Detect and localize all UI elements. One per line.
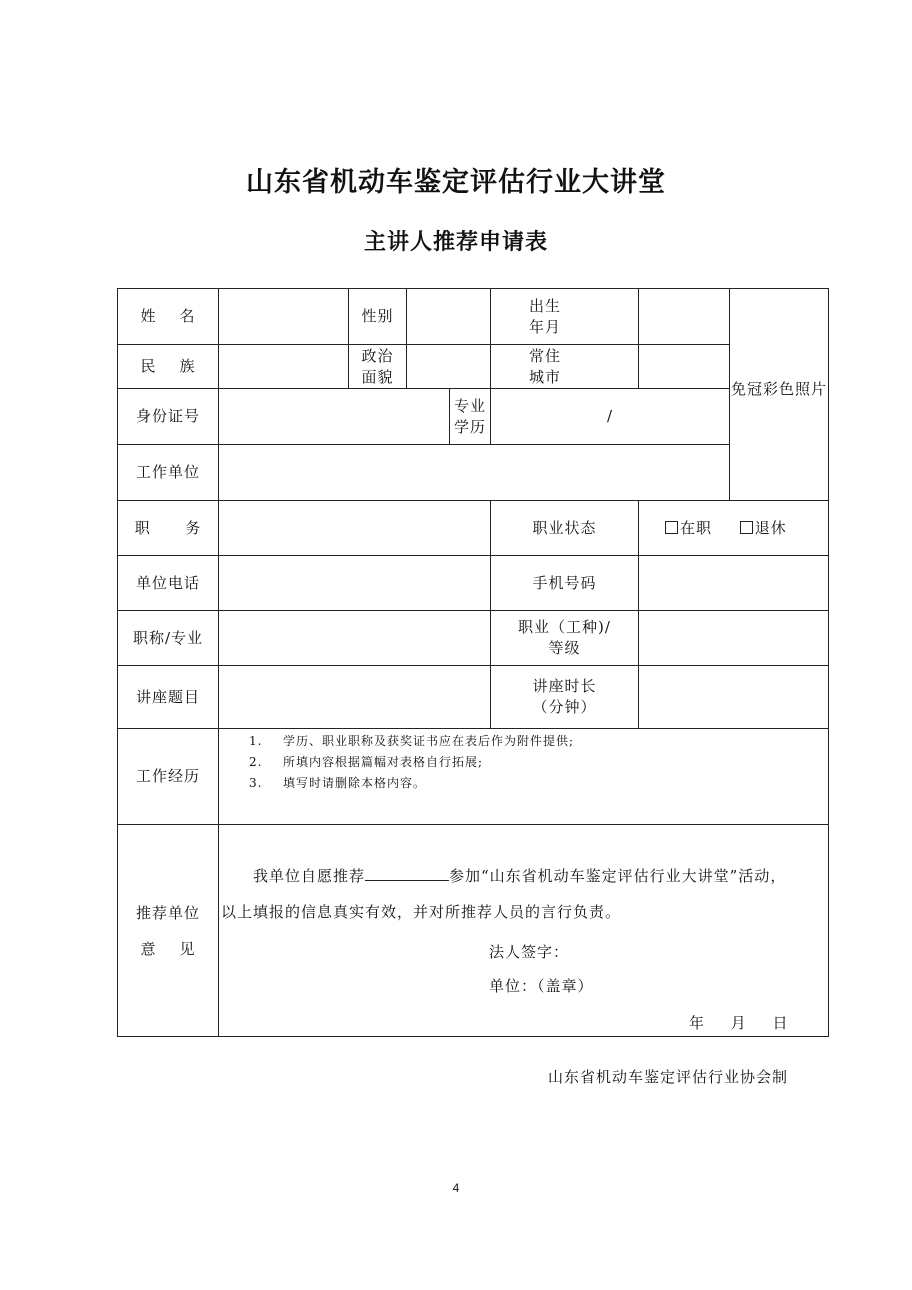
field-birth[interactable]: [639, 289, 730, 345]
label-title-major: 职称/专业: [118, 611, 219, 666]
issuer-footer: 山东省机动车鉴定评估行业协会制: [548, 1068, 789, 1086]
label-lecture-topic: 讲座题目: [118, 666, 219, 729]
note-item: 3. 填写时请删除本格内容。: [249, 776, 427, 790]
checkbox-retired[interactable]: 退休: [740, 519, 787, 537]
field-employer[interactable]: [219, 445, 730, 501]
field-ethnicity[interactable]: [219, 345, 349, 389]
row-title: [118, 611, 829, 666]
row-work-history: [118, 729, 829, 825]
field-status: [639, 501, 829, 556]
date-label: 年 月 日: [689, 1014, 789, 1032]
major-separator: /: [606, 407, 614, 425]
page-number: 4: [452, 1181, 460, 1195]
document-subtitle: 主讲人推荐申请表: [363, 229, 548, 255]
label-recommendation: 推荐单位 意 见: [118, 825, 219, 1037]
field-major[interactable]: [491, 389, 730, 445]
document-title: 山东省机动车鉴定评估行业大讲堂: [246, 167, 666, 198]
work-history-notes[interactable]: [219, 729, 829, 825]
unit-seal-label: 单位：（盖章）: [489, 977, 594, 995]
field-occupation[interactable]: [639, 611, 829, 666]
field-name[interactable]: [219, 289, 349, 345]
label-employer: 工作单位: [118, 445, 219, 501]
note-item: 2. 所填内容根据篇幅对表格自行拓展;: [249, 755, 484, 769]
signature-label: 法人签字：: [489, 943, 570, 961]
row-id: [118, 389, 829, 445]
label-work-history: 工作经历: [118, 729, 219, 825]
field-office-phone[interactable]: [219, 556, 491, 611]
label-major: 专业 学历: [450, 389, 491, 445]
label-occupation: 职业（工种)/ 等级: [491, 611, 639, 666]
row-position: [118, 501, 829, 556]
label-birth: 出生 年月: [491, 289, 639, 345]
field-political[interactable]: [407, 345, 491, 389]
label-mobile: 手机号码: [491, 556, 639, 611]
field-id-number[interactable]: [219, 389, 450, 445]
nominee-blank[interactable]: [365, 866, 449, 881]
label-gender: 性别: [349, 289, 407, 345]
label-position: 职 务: [118, 501, 219, 556]
label-city: 常住 城市: [491, 345, 639, 389]
field-mobile[interactable]: [639, 556, 829, 611]
field-gender[interactable]: [407, 289, 491, 345]
field-duration[interactable]: [639, 666, 829, 729]
row-ethnicity: [118, 345, 829, 389]
recommendation-opinion[interactable]: [219, 825, 829, 1037]
label-office-phone: 单位电话: [118, 556, 219, 611]
label-id-number: 身份证号: [118, 389, 219, 445]
row-phone: [118, 556, 829, 611]
label-status: 职业状态: [491, 501, 639, 556]
application-form-table: [117, 288, 829, 1037]
label-ethnicity: 民 族: [118, 345, 219, 389]
row-lecture: [118, 666, 829, 729]
field-title-major[interactable]: [219, 611, 491, 666]
opinion-line-1: 我单位自愿推荐 参加“山东省机动车鉴定评估行业大讲堂”活动，: [253, 867, 787, 885]
opinion-line-2: 以上填报的信息真实有效，并对所推荐人员的言行负责。: [221, 903, 622, 921]
label-political: 政治 面貌: [349, 345, 407, 389]
row-recommendation: [118, 825, 829, 1037]
label-duration: 讲座时长 （分钟）: [491, 666, 639, 729]
label-name: 姓 名: [118, 289, 219, 345]
field-lecture-topic[interactable]: [219, 666, 491, 729]
field-city[interactable]: [639, 345, 730, 389]
field-position[interactable]: [219, 501, 491, 556]
row-employer: [118, 445, 829, 501]
checkbox-employed[interactable]: 在职: [665, 519, 712, 537]
row-name: [118, 289, 829, 345]
photo-label: 免冠彩色照片: [730, 380, 827, 398]
photo-box[interactable]: [730, 289, 829, 501]
note-item: 1. 学历、职业职称及获奖证书应在表后作为附件提供;: [249, 734, 575, 748]
